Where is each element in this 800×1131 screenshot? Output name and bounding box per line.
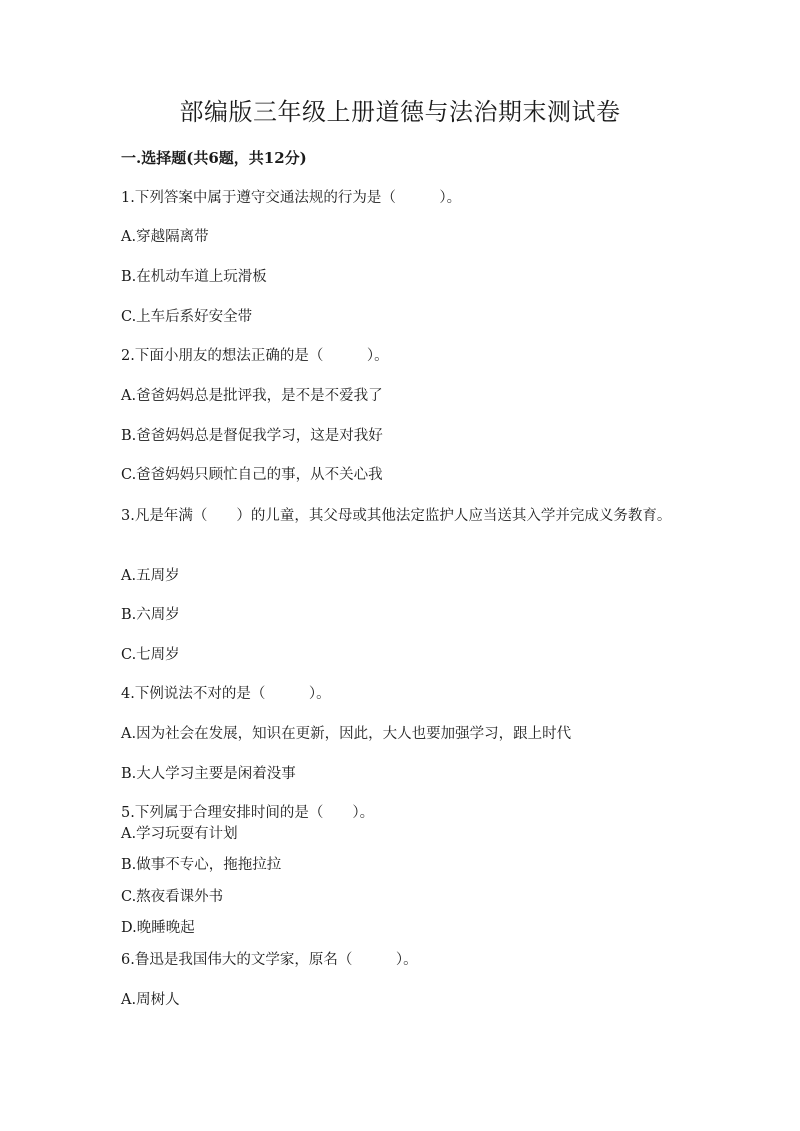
question-option: B.做事不专心，拖拖拉拉: [121, 857, 282, 873]
question-stem: 1.下列答案中属于遵守交通法规的行为是（ ）。: [121, 190, 462, 206]
question-option: C.七周岁: [121, 647, 180, 663]
exam-title: 部编版三年级上册道德与法治期末测试卷: [179, 98, 621, 126]
question-option: C.上车后系好安全带: [121, 309, 253, 325]
question-option: A.穿越隔离带: [121, 229, 209, 245]
question-option: C.爸爸妈妈只顾忙自己的事，从不关心我: [121, 467, 383, 483]
question-stem: 3.凡是年满（ ）的儿童，其父母或其他法定监护人应当送其入学并完成义务教育。: [121, 508, 672, 524]
question-stem: 2.下面小朋友的想法正确的是（ ）。: [121, 348, 389, 364]
question-option: A.因为社会在发展，知识在更新，因此，大人也要加强学习，跟上时代: [121, 726, 572, 742]
question-option: A.五周岁: [121, 568, 180, 584]
question-option: A.周树人: [121, 992, 180, 1008]
question-option: B.在机动车道上玩滑板: [121, 269, 267, 285]
question-option: B.大人学习主要是闲着没事: [121, 766, 296, 782]
question-option: A.学习玩耍有计划: [121, 826, 238, 842]
question-stem: 5.下列属于合理安排时间的是（ ）。: [121, 805, 375, 821]
question-stem: 6.鲁迅是我国伟大的文学家，原名（ ）。: [121, 952, 418, 968]
question-option: D.晚睡晚起: [121, 920, 195, 936]
section-heading: 一.选择题(共6题，共12分): [121, 149, 307, 167]
question-option: A.爸爸妈妈总是批评我，是不是不爱我了: [121, 388, 383, 404]
question-option: C.熬夜看课外书: [121, 889, 224, 905]
question-option: B.爸爸妈妈总是督促我学习，这是对我好: [121, 428, 383, 444]
question-stem: 4.下例说法不对的是（ ）。: [121, 686, 331, 702]
question-option: B.六周岁: [121, 607, 180, 623]
